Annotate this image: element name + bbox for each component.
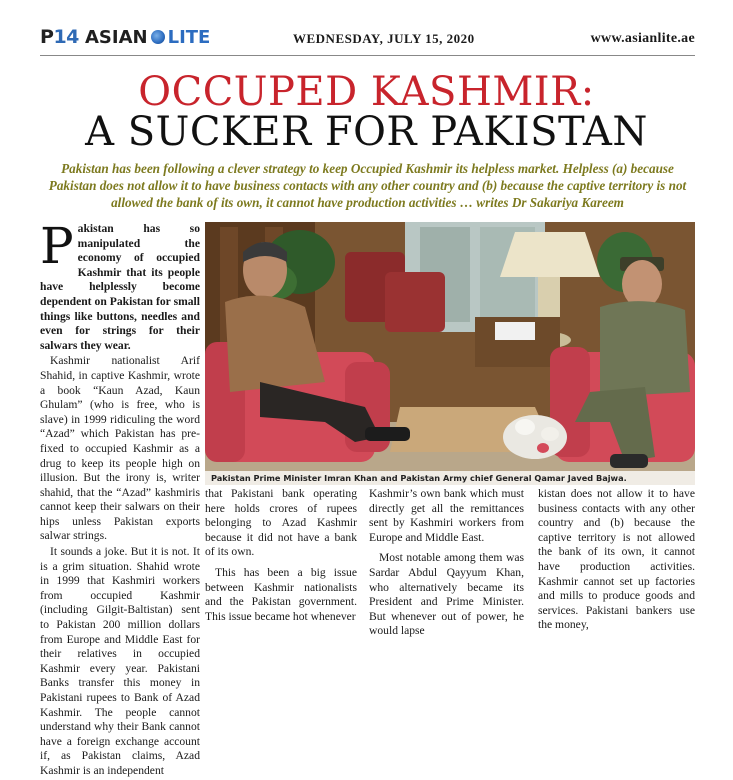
body-paragraph: Kashmir’s own bank which must directly get all the remittances sent by Kashmiri workers from Europe and Middle East.	[369, 487, 524, 544]
page-prefix: P	[40, 26, 54, 48]
article-column-3	[369, 487, 524, 640]
article-column-2	[205, 487, 357, 625]
issue-date: WEDNESDAY, JULY 15, 2020	[293, 31, 475, 46]
body-paragraph: This has been a big issue between Kashmir nationalists and the Pakistan government. This issue became hot whenever	[205, 565, 357, 623]
body-paragraph: Most notable among them was Sardar Abdul Qayyum Khan, who alternatively became its President and Prime Minister. But whenever out of power, he would lapse	[369, 551, 524, 638]
headline-line-2: A SUCKER FOR PAKISTAN	[85, 109, 648, 155]
page-number-value: 14	[53, 26, 79, 48]
masthead	[40, 26, 695, 52]
meeting-photo-illustration	[205, 222, 695, 485]
article-column-1	[40, 217, 200, 780]
page-number	[40, 26, 79, 48]
masthead-divider	[40, 55, 695, 56]
globe-icon	[151, 30, 165, 44]
body-paragraph: that Pakistani bank operating here holds crores of rupees belonging to Azad Kashmir because it did not have a bank of its own.	[205, 487, 357, 559]
body-paragraph: kistan does not allow it to have business contacts with any other country and (b) because the captive territory is not allowed the bank of its own, it cannot have production activities. Kashmir cannot set up factories and mills to produce goods and services. Pakistani bankers use the money,	[538, 487, 695, 632]
article-photo	[205, 222, 695, 485]
publication-logo	[85, 27, 210, 48]
logo-text-left: ASIAN	[85, 27, 148, 48]
photo-caption: Pakistan Prime Minister Imran Khan and Pakistan Army chief General Qamar Javed Bajwa.	[205, 471, 695, 485]
body-paragraph: Kashmir nationalist Arif Shahid, in captive Kashmir, wrote a book “Kaun Azad, Kaun Ghulam” (who is free, who is slave) in 1999 ridiculing the word “Azad” which Pakistan has pre-fixed to occupied Kashmir as a drug to keep its people high on illusion. But the irony is, writer shahid, that the “Azad” kashmiris cannot keep their salwars on their hips unless Pakistan exports salwar strings.	[40, 354, 200, 543]
headline-line-1: OCCUPED KASHMIR:	[138, 69, 595, 115]
lead-text: akistan has so manipulated the economy of occupied Kashmir that its people have helplessly become dependent on Pakistan for small things like buttons, needles and even for strings for their salwars they wear.	[40, 222, 200, 352]
article-deck: Pakistan has been following a clever strategy to keep Occupied Kashmir its helpless market. Helpless (a) because Pakistan does not allow it to have business contacts with any other country and (b) because the captive territory is not allowed the bank of its own, it cannot have production activities … writes Dr Sakariya Kareem	[48, 161, 687, 210]
logo-text-right: LITE	[167, 27, 211, 48]
website-url: www.asianlite.ae	[590, 31, 695, 46]
article-column-4	[538, 487, 695, 634]
lead-paragraph	[40, 217, 200, 353]
drop-cap: P	[40, 217, 74, 275]
body-paragraph: It sounds a joke. But it is not. It is a grim situation. Shahid wrote in 1999 that Kashmiri workers from occupied Kashmir (including Gilgit-Baltistan) sent to Pakistan 200 million dollars from Europe and Middle East for their relatives in occupied Kashmir every year. Pakistani Banks transfer this money in Pakistani rupees to Bank of Azad Kashmir. The people cannot understand why their Bank cannot have a foreign exchange account if, as Pakistan claims, Azad Kashmir is an independent	[40, 545, 200, 777]
